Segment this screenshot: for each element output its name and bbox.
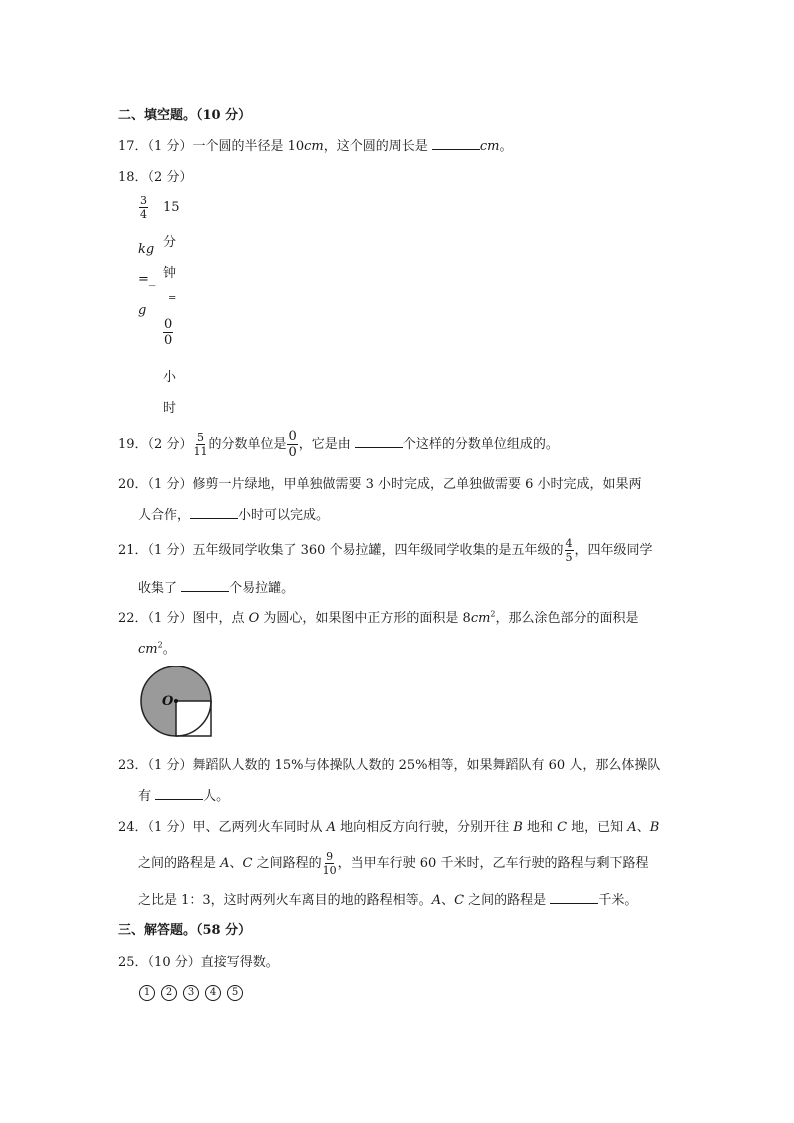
question-text: 个易拉罐。 xyxy=(229,581,295,596)
answer-blank[interactable] xyxy=(432,137,480,150)
fraction-denominator: 0 xyxy=(164,333,173,348)
question-score: （1 分） xyxy=(147,758,193,773)
answer-blank[interactable] xyxy=(355,435,403,448)
question-text: 地和 xyxy=(522,820,558,835)
question-number: 23． xyxy=(118,758,148,773)
question-number: 25． xyxy=(118,955,148,970)
question-22 xyxy=(118,607,639,626)
question-text: 地向相反方向行驶，分别开往 xyxy=(335,820,514,835)
question-24-line3 xyxy=(138,889,637,908)
q18-g: g xyxy=(138,303,147,318)
answer-fraction[interactable] xyxy=(287,430,297,459)
question-score: （1 分） xyxy=(147,139,193,154)
question-text: 之间的路程是 xyxy=(464,893,551,908)
question-23 xyxy=(118,754,660,773)
fraction-numerator: 5 xyxy=(196,431,204,444)
question-20-line2 xyxy=(138,504,329,523)
question-22-line2 xyxy=(138,638,176,657)
exponent: 2 xyxy=(157,640,163,650)
question-25 xyxy=(118,951,279,970)
question-text: 地，已知 xyxy=(567,820,628,835)
question-text: 千米。 xyxy=(598,893,638,908)
question-text: 、 xyxy=(229,856,243,871)
question-text: 个这样的分数单位组成的。 xyxy=(402,437,559,452)
answer-blank[interactable] xyxy=(155,787,203,800)
question-text: ，它是由 xyxy=(298,437,355,452)
question-number: 21． xyxy=(118,543,148,558)
question-score: （2 分） xyxy=(147,437,193,452)
question-text: ，四年级同学 xyxy=(574,543,653,558)
fraction-numerator: 9 xyxy=(326,850,334,863)
point-label: B xyxy=(649,820,660,835)
question-text: 。 xyxy=(499,139,513,154)
question-text: ，这个圆的周长是 xyxy=(323,139,432,154)
q18-right-fraction[interactable] xyxy=(162,318,174,347)
question-text: 之间的路程是 xyxy=(138,856,221,871)
unit: cm xyxy=(470,611,491,626)
fraction-numerator: 0 xyxy=(288,429,297,444)
answer-blank[interactable] xyxy=(181,579,229,592)
question-text: 之间路程的 xyxy=(252,856,322,871)
question-text: 、 xyxy=(441,893,455,908)
question-number: 22． xyxy=(118,611,148,626)
question-text: 图中，点 xyxy=(192,611,249,626)
question-text: 收集了 xyxy=(138,581,182,596)
question-score: （2 分） xyxy=(147,170,193,185)
question-text: 为圆心，如果图中正方形的面积是 8 xyxy=(259,611,471,626)
question-21 xyxy=(118,538,653,563)
question-24 xyxy=(118,816,659,835)
question-text: ，当甲车行驶 60 千米时，乙车行驶的路程与剩下路程 xyxy=(337,856,649,871)
question-text: ，那么涂色部分的面积是 xyxy=(495,611,639,626)
circle-square-figure xyxy=(138,666,218,738)
q18-equals[interactable]: =_ xyxy=(138,272,156,287)
question-text: 人。 xyxy=(203,789,230,804)
section-title: 三、解答题。（58 分） xyxy=(118,923,252,938)
question-21-line2 xyxy=(138,577,294,596)
fraction-denominator: 0 xyxy=(288,445,297,460)
q18-char: 小 xyxy=(163,370,177,385)
point-label: A xyxy=(326,820,336,835)
question-19 xyxy=(118,430,559,459)
fraction-denominator: 11 xyxy=(193,445,208,458)
exponent: 2 xyxy=(490,609,496,619)
section-title: 二、填空题。（10 分） xyxy=(118,108,252,123)
point-label: C xyxy=(557,820,568,835)
question-number: 20． xyxy=(118,477,148,492)
question-number: 24． xyxy=(118,820,148,835)
fraction-numerator: 4 xyxy=(565,537,573,550)
question-text: 小时可以完成。 xyxy=(238,508,330,523)
question-text: 之比是 1：3，这时两列火车离目的地的路程相等。 xyxy=(138,893,432,908)
q18-kg: kg xyxy=(138,242,155,257)
fraction-denominator: 10 xyxy=(322,864,337,877)
question-number: 17． xyxy=(118,139,148,154)
unit: cm xyxy=(138,642,158,657)
fraction-denominator: 5 xyxy=(565,551,573,564)
q18-equals-right: = xyxy=(168,293,177,304)
point-label: C xyxy=(242,856,253,871)
question-text: 有 xyxy=(138,789,156,804)
circled-number: 3 xyxy=(183,985,199,1001)
q18-char: 钟 xyxy=(163,266,177,281)
question-23-line2 xyxy=(138,785,229,804)
question-number: 18． xyxy=(118,170,148,185)
question-text: 一个圆的半径是 10 xyxy=(192,139,305,154)
question-score: （10 分） xyxy=(147,955,201,970)
circled-number: 5 xyxy=(227,985,243,1001)
question-text: 直接写得数。 xyxy=(200,955,279,970)
q18-value: 15 xyxy=(163,200,180,215)
question-number: 19． xyxy=(118,437,148,452)
unit: cm xyxy=(304,139,324,154)
q18-char: 分 xyxy=(163,235,177,250)
question-score: （1 分） xyxy=(147,820,193,835)
q18-left-fraction xyxy=(138,195,149,220)
question-score: （1 分） xyxy=(147,477,193,492)
point-label: C xyxy=(454,893,465,908)
question-20 xyxy=(118,473,642,492)
q18-char: 时 xyxy=(163,401,177,416)
question-text: 修剪一片绿地，甲单独做需要 3 小时完成，乙单独做需要 6 小时完成，如果两 xyxy=(192,477,642,492)
question-18 xyxy=(118,166,192,185)
point-label: A xyxy=(431,893,442,908)
fraction-numerator: 0 xyxy=(164,317,173,332)
question-24-line2 xyxy=(138,851,648,876)
question-text: 、 xyxy=(636,820,650,835)
circled-number: 2 xyxy=(161,985,177,1001)
point-label: A xyxy=(627,820,637,835)
point-label: A xyxy=(220,856,230,871)
circled-number: 1 xyxy=(139,985,155,1001)
question-17 xyxy=(118,135,513,154)
circled-numbers xyxy=(139,984,249,1001)
point-label: B xyxy=(513,820,523,835)
fraction-numerator: 3 xyxy=(140,194,147,207)
unit: cm xyxy=(479,139,500,154)
question-text: 。 xyxy=(162,642,176,657)
question-score: （1 分） xyxy=(147,543,193,558)
question-text: 舞蹈队人数的 15%与体操队人数的 25%相等，如果舞蹈队有 60 人，那么体操队 xyxy=(192,758,661,773)
answer-blank[interactable] xyxy=(550,891,598,904)
answer-blank[interactable] xyxy=(190,506,238,519)
question-score: （1 分） xyxy=(147,611,193,626)
question-text: 的分数单位是 xyxy=(208,437,287,452)
question-text: 甲、乙两列火车同时从 xyxy=(192,820,327,835)
fraction-denominator: 4 xyxy=(140,208,147,221)
circled-number: 4 xyxy=(205,985,221,1001)
center-label: O xyxy=(162,694,174,709)
center-point xyxy=(174,699,178,703)
question-text: 人合作， xyxy=(138,508,191,523)
question-text: 五年级同学收集了 360 个易拉罐，四年级同学收集的是五年级的 xyxy=(192,543,564,558)
point-label: O xyxy=(248,611,260,626)
